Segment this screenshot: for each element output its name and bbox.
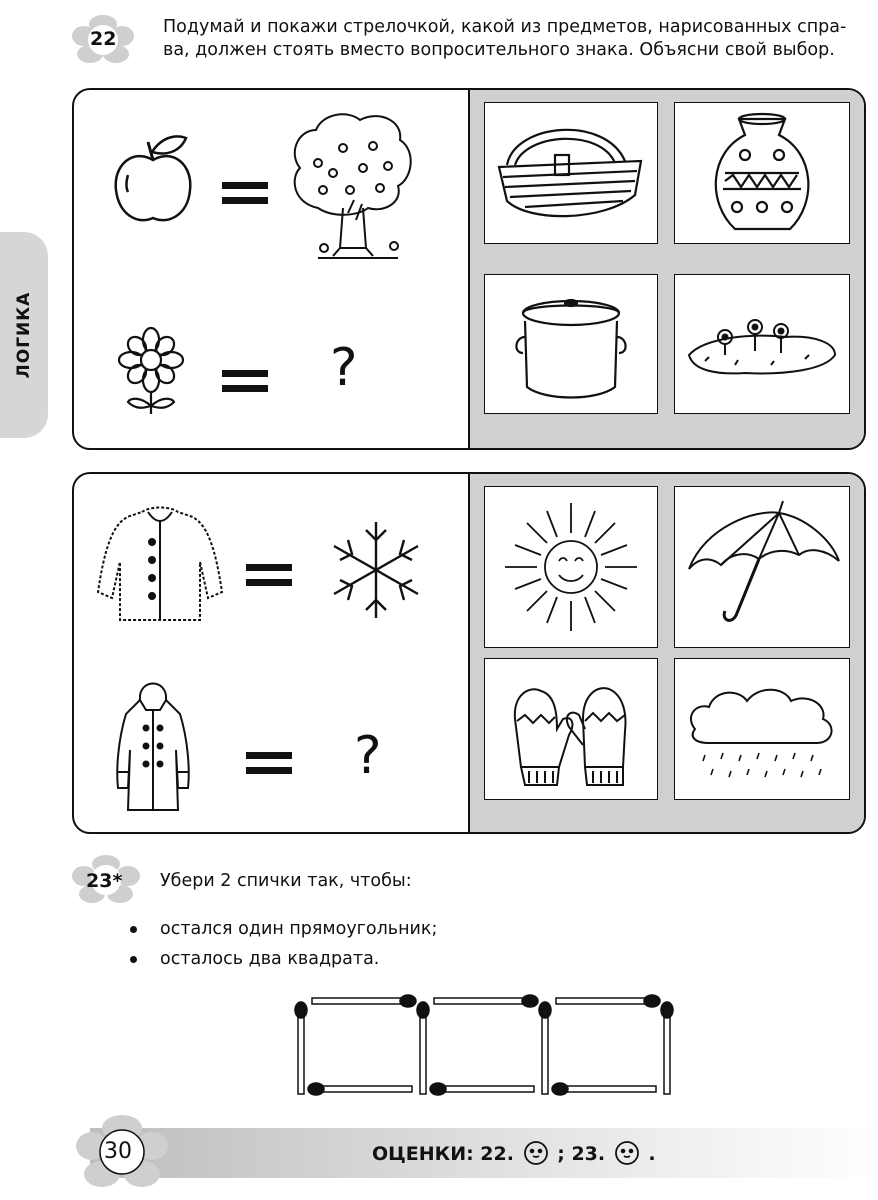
instruction-line-2: ва, должен стоять вместо вопросительного знака. Объясни свой выбор. bbox=[163, 40, 835, 60]
equals-sign bbox=[246, 564, 292, 586]
section-tab-label: ЛОГИКА bbox=[14, 291, 34, 379]
puzzle-panel-1 bbox=[72, 88, 866, 450]
option-basket[interactable] bbox=[484, 102, 658, 244]
option-sun[interactable] bbox=[484, 486, 658, 648]
option-flower-meadow[interactable] bbox=[674, 274, 850, 414]
equals-sign bbox=[246, 752, 292, 774]
flower-meadow-icon bbox=[675, 275, 849, 413]
question-mark: ? bbox=[354, 726, 382, 786]
mittens-icon bbox=[485, 659, 657, 799]
grades-label: ОЦЕНКИ: 22. bbox=[372, 1143, 514, 1165]
raincoat-icon bbox=[110, 670, 196, 816]
equals-sign bbox=[222, 182, 268, 204]
fur-coat-icon bbox=[90, 502, 230, 626]
grades-end: . bbox=[648, 1143, 656, 1165]
task-23-badge bbox=[70, 854, 150, 906]
pot-icon bbox=[485, 275, 657, 413]
grades-23-label: 23. bbox=[571, 1143, 606, 1165]
option-mittens[interactable] bbox=[484, 658, 658, 800]
puzzle-panel-2 bbox=[72, 472, 866, 834]
question-mark: ? bbox=[330, 338, 358, 398]
task-22-badge bbox=[70, 14, 136, 66]
condition-item: остался один прямоугольник; bbox=[128, 914, 437, 944]
matchstick-puzzle bbox=[292, 992, 682, 1104]
option-umbrella[interactable] bbox=[674, 486, 850, 648]
smiley-icon[interactable] bbox=[523, 1140, 549, 1166]
umbrella-icon bbox=[675, 487, 849, 647]
task-22-instruction bbox=[163, 16, 863, 62]
sun-icon bbox=[485, 487, 657, 647]
condition-item: осталось два квадрата. bbox=[128, 944, 437, 974]
instruction-line-1: Подумай и покажи стрелочкой, какой из предметов, нарисованных спра- bbox=[163, 17, 847, 37]
task-23-conditions bbox=[128, 914, 437, 974]
apple-icon bbox=[108, 130, 198, 230]
smiley-icon[interactable] bbox=[614, 1140, 640, 1166]
task-number: 22 bbox=[90, 28, 117, 50]
option-vase[interactable] bbox=[674, 102, 850, 244]
section-tab bbox=[0, 232, 48, 438]
page-number: 30 bbox=[104, 1139, 132, 1164]
vase-icon bbox=[675, 103, 849, 243]
page-number-badge bbox=[74, 1114, 170, 1192]
grades-line bbox=[372, 1140, 656, 1166]
snowflake-icon bbox=[328, 518, 424, 622]
option-pot[interactable] bbox=[484, 274, 658, 414]
rain-cloud-icon bbox=[675, 659, 849, 799]
grades-separator: ; bbox=[557, 1143, 565, 1165]
option-rain-cloud[interactable] bbox=[674, 658, 850, 800]
flower-icon bbox=[108, 326, 194, 416]
equals-sign bbox=[222, 370, 268, 392]
task-23-instruction: Убери 2 спички так, чтобы: bbox=[160, 871, 412, 891]
apple-tree-icon bbox=[288, 108, 416, 266]
task-number: 23* bbox=[86, 870, 123, 892]
basket-icon bbox=[485, 103, 657, 243]
